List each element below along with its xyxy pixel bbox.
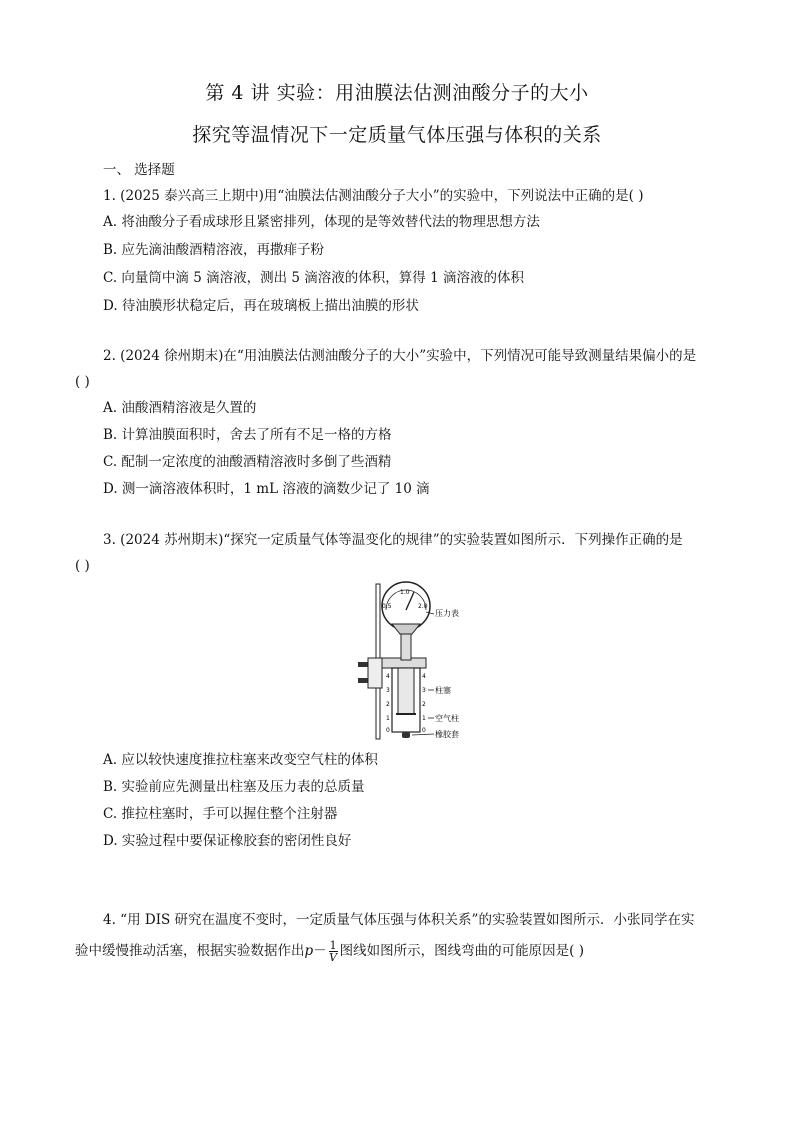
q1-option-a: A. 将油酸分子看成球形且紧密排列，体现的是等效替代法的物理思想方法 bbox=[103, 214, 540, 230]
label-air-column: 空气柱 bbox=[435, 714, 459, 723]
q3-option-d: D. 实验过程中要保证橡胶套的密闭性良好 bbox=[103, 833, 352, 849]
label-rubber-cap: 橡胶套 bbox=[435, 730, 459, 739]
q3-answer-bracket: ( ) bbox=[75, 558, 90, 574]
label-gauge: 压力表 bbox=[435, 609, 459, 618]
scale-right bbox=[422, 673, 426, 734]
q4-fraction bbox=[329, 940, 338, 964]
svg-text:1: 1 bbox=[386, 715, 390, 722]
plunger-rod bbox=[401, 634, 411, 660]
gauge-neck bbox=[392, 624, 420, 634]
svg-text:1: 1 bbox=[422, 715, 426, 722]
q4-text-a: 验中缓慢推动活塞，根据实验数据作出 bbox=[75, 943, 305, 959]
q4-frac-den: V bbox=[329, 950, 338, 964]
svg-text:4: 4 bbox=[422, 673, 426, 680]
label-plunger: 柱塞 bbox=[435, 686, 451, 695]
svg-text:3: 3 bbox=[386, 687, 390, 694]
q3-stem: 3. (2024 苏州期末)“探究一定质量气体等温变化的规律”的实验装置如图所示．下列操作正确的是 bbox=[103, 532, 683, 548]
q1-option-b: B. 应先滴油酸酒精溶液，再撒痱子粉 bbox=[103, 242, 325, 258]
q4-stem-line2 bbox=[75, 938, 584, 964]
q4-stem-line1: 4. “用 DIS 研究在温度不变时，一定质量气体压强与体积关系”的实验装置如图所示．小张同学在实 bbox=[103, 912, 695, 928]
q2-option-b: B. 计算油膜面积时，舍去了所有不足一格的方格 bbox=[103, 427, 392, 443]
q2-option-d: D. 测一滴溶液体积时，1 mL 溶液的滴数少记了 10 滴 bbox=[103, 481, 430, 497]
q2-option-a: A. 油酸酒精溶液是久置的 bbox=[103, 400, 257, 416]
scale-left bbox=[386, 673, 390, 734]
q2-stem: 2. (2024 徐州期末)在“用油膜法估测油酸分子的大小”实验中，下列情况可能导致测量结果偏小的是 bbox=[103, 348, 697, 364]
clamp-screw-bottom bbox=[358, 678, 368, 683]
svg-text:0: 0 bbox=[386, 727, 390, 734]
q1-stem: 1. (2025 泰兴高三上期中)用“油膜法估测油酸分子大小”的实验中，下列说法中正确的是( ) bbox=[103, 188, 644, 204]
q1-option-c: C. 向量筒中滴 5 滴溶液，测出 5 滴溶液的体积，算得 1 滴溶液的体积 bbox=[103, 270, 524, 286]
q3-option-a: A. 应以较快速度推拉柱塞来改变空气柱的体积 bbox=[103, 752, 378, 768]
svg-text:4: 4 bbox=[386, 673, 390, 680]
gauge-label-mid: 1.0 bbox=[400, 589, 410, 596]
svg-text:3: 3 bbox=[422, 687, 426, 694]
q4-frac-num: 1 bbox=[329, 938, 337, 952]
syringe-apparatus-figure bbox=[352, 578, 492, 743]
gauge-label-left: 0.5 bbox=[382, 603, 392, 610]
q1-option-d: D. 待油膜形状稳定后，再在玻璃板上描出油膜的形状 bbox=[103, 298, 419, 314]
q3-option-c: C. 推拉柱塞时，手可以握住整个注射器 bbox=[103, 806, 338, 822]
clamp-block bbox=[368, 658, 382, 688]
q4-var-p: p bbox=[304, 943, 314, 959]
gauge-label-right: 2.0 bbox=[418, 603, 428, 610]
section-heading: 一、 选择题 bbox=[103, 162, 175, 178]
rubber-cap bbox=[402, 732, 410, 738]
clamp-screw-top bbox=[358, 662, 368, 667]
lecture-title: 第 4 讲 实验：用油膜法估测油酸分子的大小 bbox=[205, 82, 589, 104]
plunger bbox=[398, 668, 414, 714]
q2-option-c: C. 配制一定浓度的油酸酒精溶液时多倒了些酒精 bbox=[103, 454, 392, 470]
q4-text-b: 图线如图所示，图线弯曲的可能原因是( ) bbox=[339, 943, 584, 959]
svg-text:0: 0 bbox=[422, 727, 426, 734]
rubber-leader bbox=[412, 734, 434, 735]
svg-text:2: 2 bbox=[386, 701, 390, 708]
q2-answer-bracket: ( ) bbox=[75, 374, 90, 390]
q3-option-b: B. 实验前应先测量出柱塞及压力表的总质量 bbox=[103, 779, 365, 795]
svg-text:2: 2 bbox=[422, 701, 426, 708]
lecture-subtitle: 探究等温情况下一定质量气体压强与体积的关系 bbox=[192, 124, 602, 146]
q4-dash: － bbox=[313, 943, 327, 959]
